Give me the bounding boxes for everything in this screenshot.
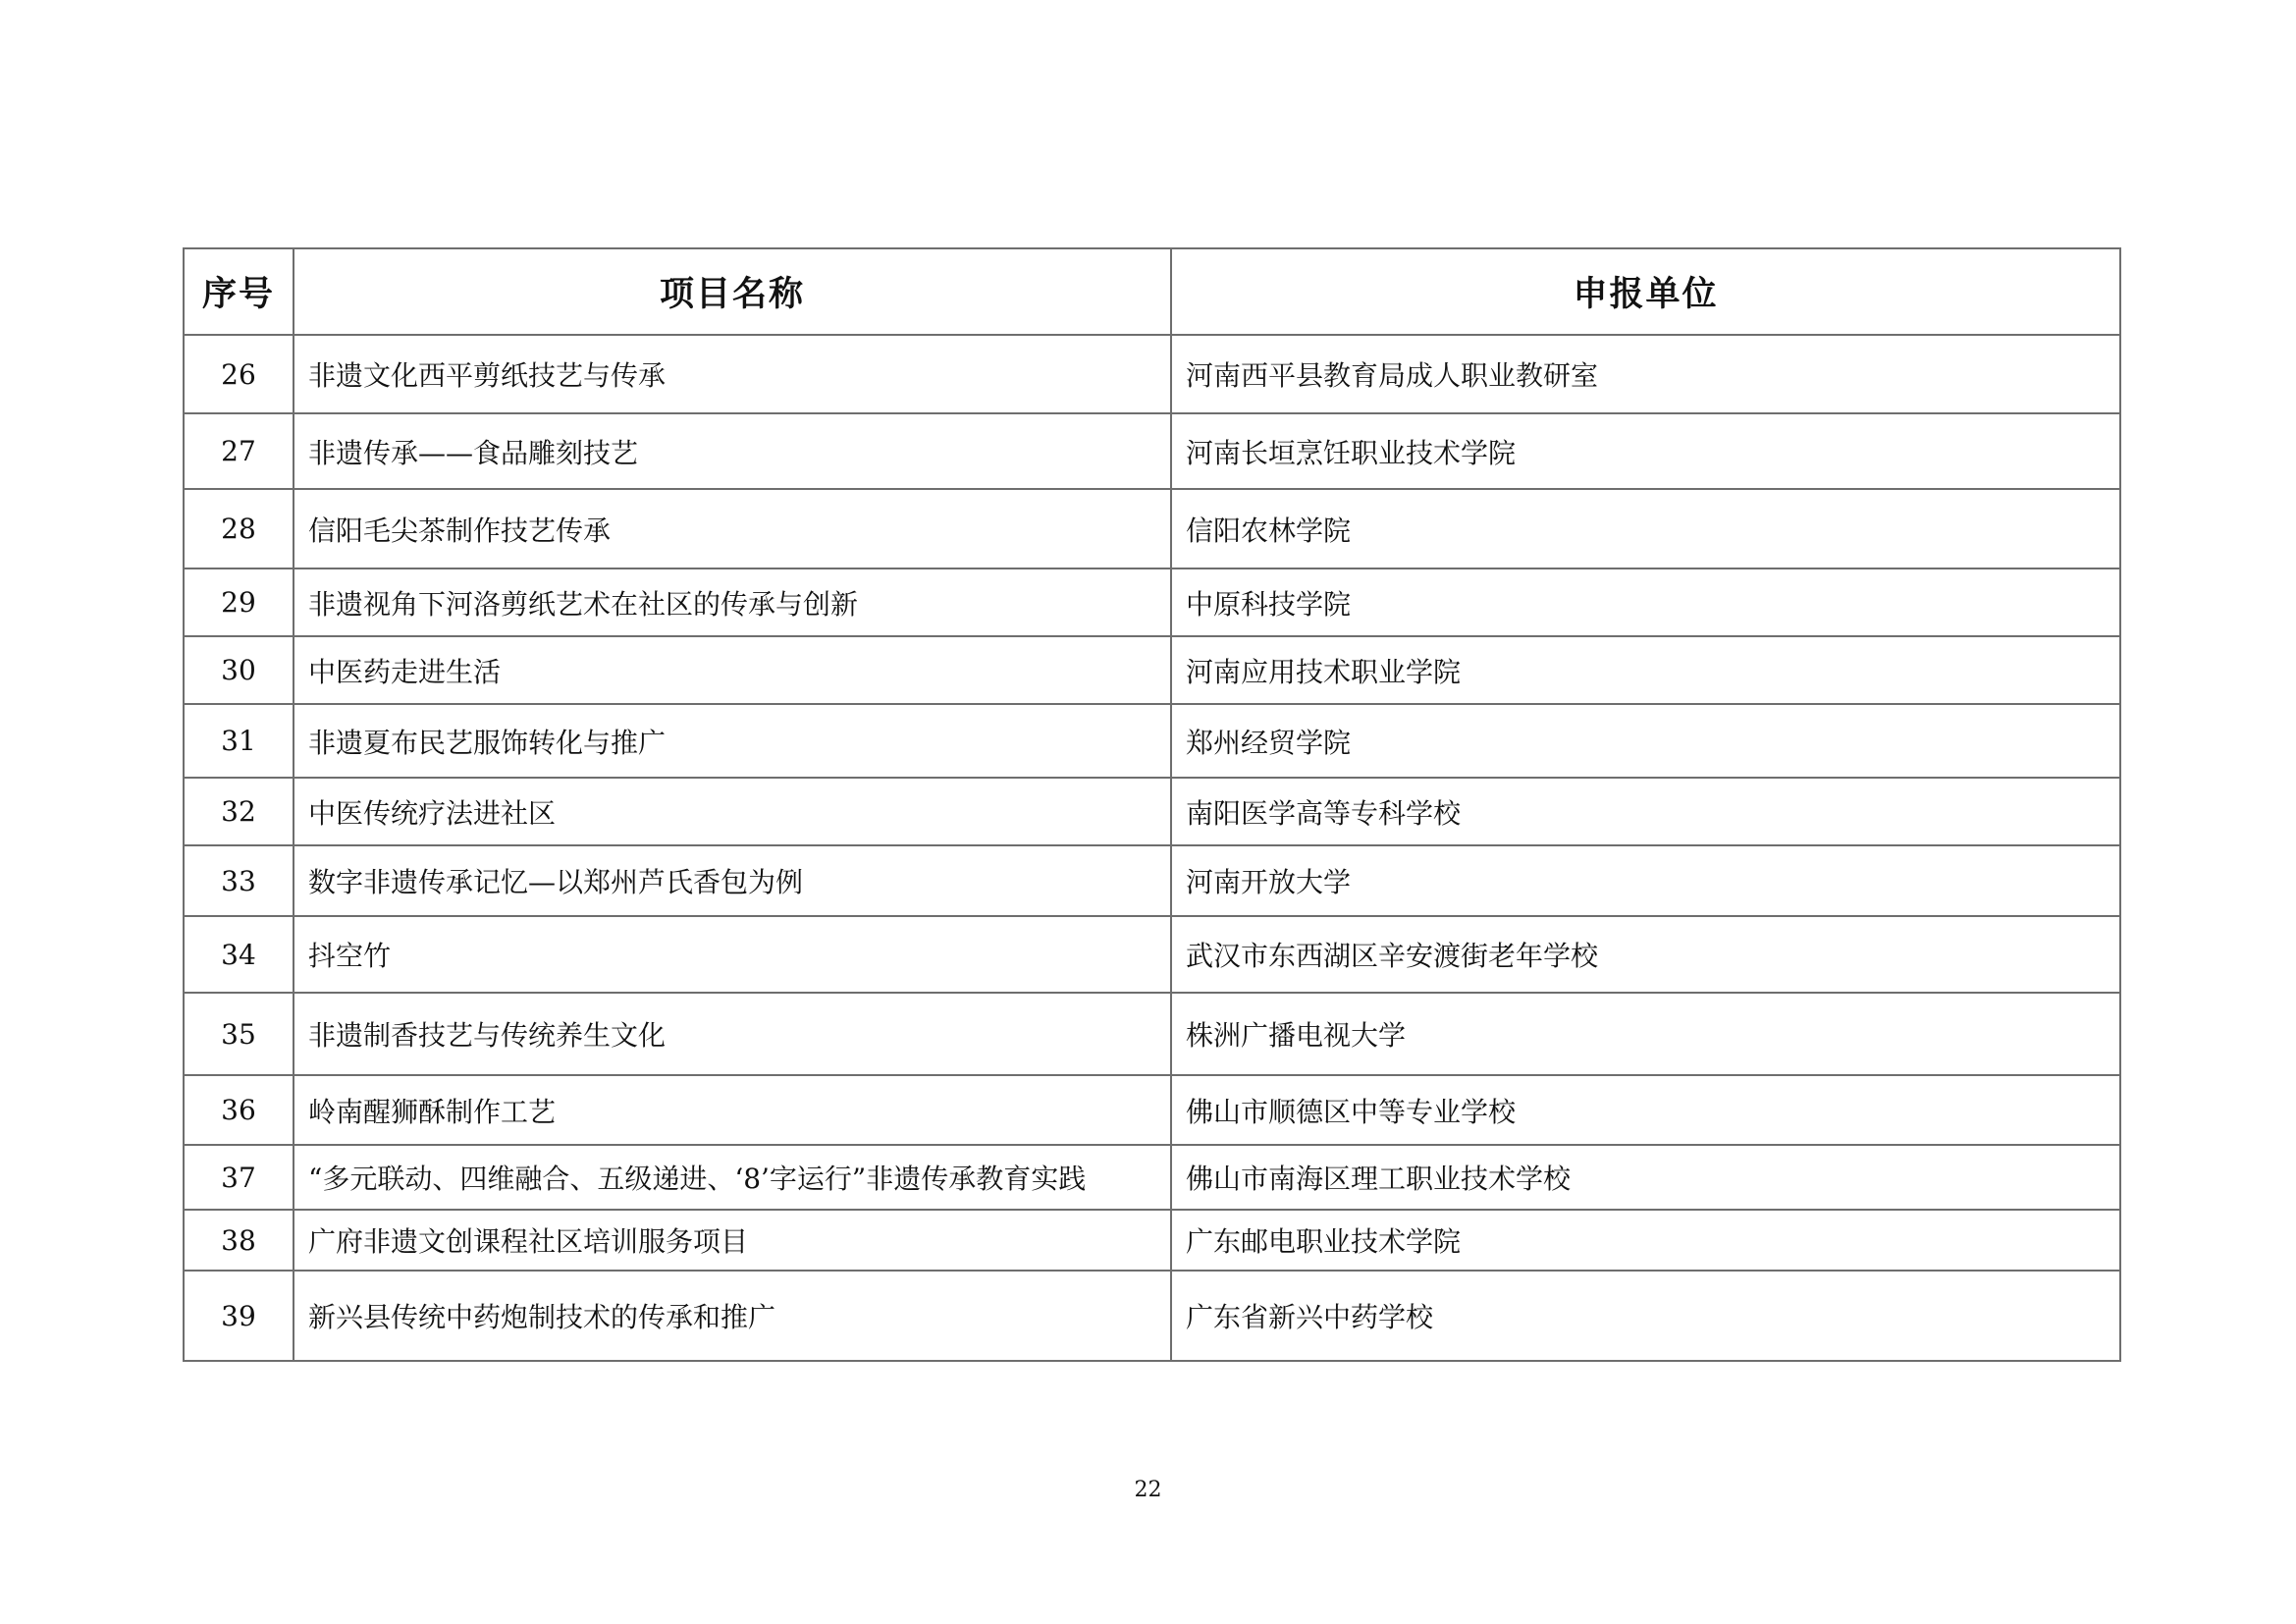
row-project-name: 数字非遗传承记忆—以郑州芦氏香包为例	[294, 845, 1171, 916]
row-applicant-unit: 南阳医学高等专科学校	[1171, 778, 2120, 845]
row-serial: 39	[184, 1271, 294, 1361]
row-project-name: 非遗视角下河洛剪纸艺术在社区的传承与创新	[294, 568, 1171, 636]
row-applicant-unit: 广东省新兴中药学校	[1171, 1271, 2120, 1361]
table-row	[184, 1210, 2120, 1271]
row-serial: 27	[184, 413, 294, 489]
table-row	[184, 704, 2120, 778]
row-applicant-unit: 河南长垣烹饪职业技术学院	[1171, 413, 2120, 489]
row-serial: 29	[184, 568, 294, 636]
row-project-name: 非遗制香技艺与传统养生文化	[294, 993, 1171, 1075]
row-applicant-unit: 河南开放大学	[1171, 845, 2120, 916]
row-serial: 30	[184, 636, 294, 704]
row-applicant-unit: 郑州经贸学院	[1171, 704, 2120, 778]
row-serial: 38	[184, 1210, 294, 1271]
header-serial: 序号	[184, 248, 294, 335]
row-project-name: 信阳毛尖茶制作技艺传承	[294, 489, 1171, 568]
row-applicant-unit: 中原科技学院	[1171, 568, 2120, 636]
table-row	[184, 778, 2120, 845]
table-row	[184, 1271, 2120, 1361]
table-row	[184, 413, 2120, 489]
row-project-name: 中医传统疗法进社区	[294, 778, 1171, 845]
row-serial: 33	[184, 845, 294, 916]
row-serial: 36	[184, 1075, 294, 1145]
row-serial: 34	[184, 916, 294, 993]
row-applicant-unit: 株洲广播电视大学	[1171, 993, 2120, 1075]
row-project-name: 抖空竹	[294, 916, 1171, 993]
row-serial: 31	[184, 704, 294, 778]
row-applicant-unit: 佛山市顺德区中等专业学校	[1171, 1075, 2120, 1145]
row-serial: 26	[184, 335, 294, 413]
table-header-row	[184, 248, 2120, 335]
row-serial: 35	[184, 993, 294, 1075]
row-project-name: 岭南醒狮酥制作工艺	[294, 1075, 1171, 1145]
row-applicant-unit: 河南西平县教育局成人职业教研室	[1171, 335, 2120, 413]
header-applicant-unit: 申报单位	[1171, 248, 2120, 335]
row-project-name: 非遗文化西平剪纸技艺与传承	[294, 335, 1171, 413]
row-applicant-unit: 武汉市东西湖区辛安渡街老年学校	[1171, 916, 2120, 993]
table-row	[184, 845, 2120, 916]
row-serial: 37	[184, 1145, 294, 1210]
row-applicant-unit: 佛山市南海区理工职业技术学校	[1171, 1145, 2120, 1210]
table-row	[184, 916, 2120, 993]
row-project-name: “多元联动、四维融合、五级递进、‘8’字运行”非遗传承教育实践	[294, 1145, 1171, 1210]
table-row	[184, 1145, 2120, 1210]
row-applicant-unit: 信阳农林学院	[1171, 489, 2120, 568]
row-project-name: 新兴县传统中药炮制技术的传承和推广	[294, 1271, 1171, 1361]
row-applicant-unit: 河南应用技术职业学院	[1171, 636, 2120, 704]
page-number: 22	[1134, 1478, 1162, 1502]
row-project-name: 非遗夏布民艺服饰转化与推广	[294, 704, 1171, 778]
row-serial: 28	[184, 489, 294, 568]
table-body	[184, 335, 2120, 1361]
table-row	[184, 335, 2120, 413]
table-row	[184, 993, 2120, 1075]
table-row	[184, 636, 2120, 704]
header-project-name: 项目名称	[294, 248, 1171, 335]
table-row	[184, 568, 2120, 636]
row-project-name: 广府非遗文创课程社区培训服务项目	[294, 1210, 1171, 1271]
row-project-name: 非遗传承——食品雕刻技艺	[294, 413, 1171, 489]
table-row	[184, 1075, 2120, 1145]
table-row	[184, 489, 2120, 568]
row-serial: 32	[184, 778, 294, 845]
row-project-name: 中医药走进生活	[294, 636, 1171, 704]
row-applicant-unit: 广东邮电职业技术学院	[1171, 1210, 2120, 1271]
project-table	[183, 247, 2121, 1362]
